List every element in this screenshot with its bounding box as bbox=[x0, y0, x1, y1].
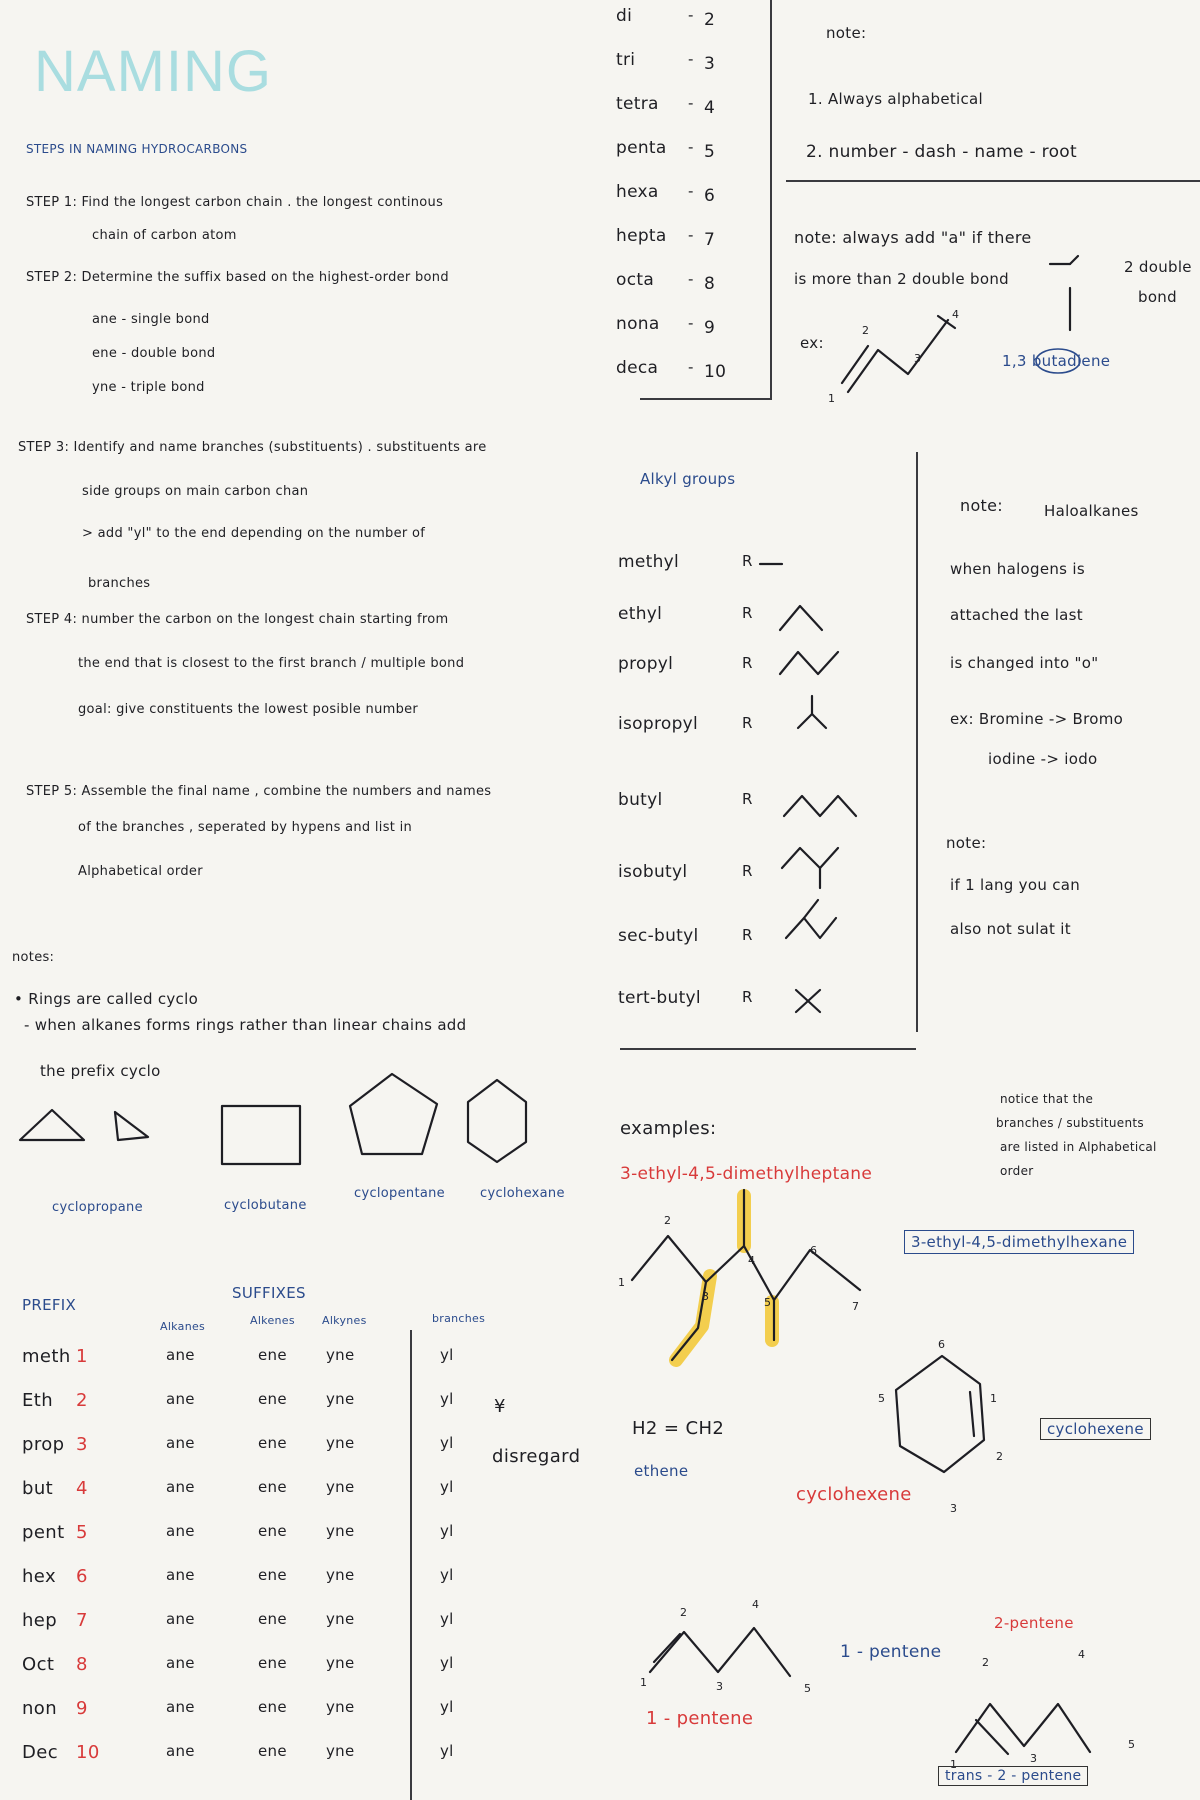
butadiene-num-4: 4 bbox=[952, 308, 960, 321]
note-a-2: is more than 2 double bond bbox=[794, 270, 1009, 288]
example-note-1: notice that the bbox=[1000, 1092, 1094, 1106]
alkyne-suffix: yne bbox=[326, 1522, 355, 1540]
prefix-number: 8 bbox=[76, 1654, 88, 1675]
cyclohexene-boxed: cyclohexene bbox=[1040, 1418, 1151, 1440]
alkyne-suffix: yne bbox=[326, 1654, 355, 1672]
alkane-suffix: ane bbox=[166, 1434, 195, 1452]
branch-suffix: yl bbox=[440, 1522, 454, 1540]
alkene-suffix: ene bbox=[258, 1610, 287, 1628]
pentene1-blue: 1 - pentene bbox=[840, 1642, 942, 1662]
ring-num-5: 5 bbox=[878, 1392, 886, 1405]
alkane-suffix: ane bbox=[166, 1654, 195, 1672]
ring-num-3: 3 bbox=[950, 1502, 958, 1515]
halo-line-1: when halogens is bbox=[950, 560, 1085, 578]
multiplier-number: 7 bbox=[704, 230, 716, 250]
branch-suffix: yl bbox=[440, 1698, 454, 1716]
prefix-number: 1 bbox=[76, 1346, 88, 1367]
alkyl-name: sec-butyl bbox=[618, 926, 699, 946]
disregard-label: disregard bbox=[492, 1446, 581, 1467]
alkyl-r-label: R bbox=[742, 988, 753, 1006]
multiplier-number: 9 bbox=[704, 318, 716, 338]
note-a-side: 2 double bbox=[1124, 258, 1192, 276]
multiplier-dash: - bbox=[688, 226, 694, 244]
p2-num-4: 4 bbox=[1078, 1648, 1086, 1661]
multiplier-number: 2 bbox=[704, 10, 716, 30]
prefix-cell: Eth bbox=[22, 1390, 54, 1411]
heptane-num-2: 2 bbox=[664, 1214, 672, 1227]
multiplier-word: hexa bbox=[616, 182, 659, 202]
prefix-number: 10 bbox=[76, 1742, 100, 1763]
note-top-2: 2. number - dash - name - root bbox=[806, 142, 1077, 162]
bond-ene: ene - double bond bbox=[92, 346, 216, 361]
p1-num-2: 2 bbox=[680, 1606, 688, 1619]
note-a-1: note: always add "a" if there bbox=[794, 228, 1032, 247]
multiplier-dash: - bbox=[688, 358, 694, 376]
multiplier-number: 4 bbox=[704, 98, 716, 118]
step-5: STEP 5: Assemble the final name , combine the numbers and names bbox=[26, 784, 492, 799]
alkene-suffix: ene bbox=[258, 1698, 287, 1716]
branch-suffix: yl bbox=[440, 1346, 454, 1364]
prefix-number: 3 bbox=[76, 1434, 88, 1455]
ring-num-6: 6 bbox=[938, 1338, 946, 1351]
butadiene-num-1: 1 bbox=[828, 392, 836, 405]
branch-suffix: yl bbox=[440, 1566, 454, 1584]
suffix-heading: SUFFIXES bbox=[232, 1284, 306, 1302]
note-top-label: note: bbox=[826, 24, 867, 42]
alkene-suffix: ene bbox=[258, 1434, 287, 1452]
ring-num-2: 2 bbox=[996, 1450, 1004, 1463]
note-a-name: 1,3 butadiene bbox=[1002, 352, 1111, 370]
alkyne-suffix: yne bbox=[326, 1698, 355, 1716]
alkene-suffix: ene bbox=[258, 1742, 287, 1760]
alkane-suffix: ane bbox=[166, 1698, 195, 1716]
multiplier-dash: - bbox=[688, 182, 694, 200]
cyclohexene-red: cyclohexene bbox=[796, 1484, 912, 1505]
alkyl-r-label: R bbox=[742, 654, 753, 672]
alkane-suffix: ane bbox=[166, 1566, 195, 1584]
pentene2-boxed: trans - 2 - pentene bbox=[938, 1766, 1088, 1786]
alkane-suffix: ane bbox=[166, 1522, 195, 1540]
prefix-heading: PREFIX bbox=[22, 1296, 77, 1314]
step-3-branches: branches bbox=[88, 576, 151, 591]
alkene-suffix: ene bbox=[258, 1346, 287, 1364]
alkene-suffix: ene bbox=[258, 1522, 287, 1540]
alkyl-name: methyl bbox=[618, 552, 680, 572]
multiplier-number: 6 bbox=[704, 186, 716, 206]
col-alkanes: Alkanes bbox=[160, 1320, 206, 1333]
col-alkenes: Alkenes bbox=[250, 1314, 295, 1327]
prefix-cell: hep bbox=[22, 1610, 58, 1631]
alkyl-r-label: R bbox=[742, 552, 753, 570]
multiplier-dash: - bbox=[688, 314, 694, 332]
branch-suffix: yl bbox=[440, 1478, 454, 1496]
butadiene-num-3: 3 bbox=[914, 352, 922, 365]
multiplier-dash: - bbox=[688, 50, 694, 68]
alkyne-suffix: yne bbox=[326, 1610, 355, 1628]
p2-num-1: 1 bbox=[950, 1758, 958, 1771]
prefix-cell: meth bbox=[22, 1346, 71, 1367]
multiplier-number: 3 bbox=[704, 54, 716, 74]
alkene-suffix: ene bbox=[258, 1478, 287, 1496]
branch-suffix: yl bbox=[440, 1390, 454, 1408]
heptane-num-4: 4 bbox=[748, 1254, 756, 1267]
step-3-cont: side groups on main carbon chan bbox=[82, 484, 309, 499]
cyclohexane-label: cyclohexane bbox=[480, 1186, 565, 1201]
example-red-name: 3-ethyl-4,5-dimethylheptane bbox=[620, 1164, 873, 1184]
multiplier-word: nona bbox=[616, 314, 660, 334]
halo-line-5: iodine -> iodo bbox=[988, 750, 1098, 768]
step-5-cont: of the branches , seperated by hypens and list in bbox=[78, 820, 413, 835]
butadiene-num-2: 2 bbox=[862, 324, 870, 337]
prefix-cell: prop bbox=[22, 1434, 65, 1455]
alkane-suffix: ane bbox=[166, 1346, 195, 1364]
alkane-suffix: ane bbox=[166, 1478, 195, 1496]
step-1: STEP 1: Find the longest carbon chain . the longest continous bbox=[26, 195, 444, 210]
heptane-num-5: 5 bbox=[764, 1296, 772, 1309]
prefix-cell: non bbox=[22, 1698, 58, 1719]
note-a-side2: bond bbox=[1138, 288, 1177, 306]
page-title: NAMING bbox=[34, 39, 272, 104]
branch-suffix: yl bbox=[440, 1654, 454, 1672]
p2-num-2: 2 bbox=[982, 1656, 990, 1669]
halo-line-4: ex: Bromine -> Bromo bbox=[950, 710, 1124, 728]
halo-line-3: is changed into "o" bbox=[950, 654, 1099, 672]
note-lang-label: note: bbox=[946, 834, 987, 852]
alkyl-name: propyl bbox=[618, 654, 674, 674]
steps-heading: STEPS IN NAMING HYDROCARBONS bbox=[26, 142, 248, 156]
ethene-formula: H2 = CH2 bbox=[632, 1418, 725, 1439]
step-4: STEP 4: number the carbon on the longest chain starting from bbox=[26, 612, 449, 627]
p1-num-5: 5 bbox=[804, 1682, 812, 1695]
bond-ane: ane - single bond bbox=[92, 312, 210, 327]
multiplier-number: 8 bbox=[704, 274, 716, 294]
multiplier-dash: - bbox=[688, 270, 694, 288]
p2-num-5: 5 bbox=[1128, 1738, 1136, 1751]
halo-note: note: bbox=[960, 496, 1003, 515]
alkyne-suffix: yne bbox=[326, 1390, 355, 1408]
prefix-number: 2 bbox=[76, 1390, 88, 1411]
multiplier-dash: - bbox=[688, 138, 694, 156]
alkyl-r-label: R bbox=[742, 604, 753, 622]
alkene-suffix: ene bbox=[258, 1390, 287, 1408]
cyclobutane-label: cyclobutane bbox=[224, 1198, 307, 1213]
alkane-suffix: ane bbox=[166, 1390, 195, 1408]
alkane-suffix: ane bbox=[166, 1610, 195, 1628]
step-4-cont: the end that is closest to the first branch / multiple bond bbox=[78, 656, 465, 671]
alkyne-suffix: yne bbox=[326, 1478, 355, 1496]
multiplier-dash: - bbox=[688, 94, 694, 112]
alkyl-r-label: R bbox=[742, 790, 753, 808]
example-note-2: branches / substituents bbox=[996, 1116, 1144, 1130]
example-boxed-name: 3-ethyl-4,5-dimethylhexane bbox=[904, 1230, 1134, 1254]
alkyl-name: isobutyl bbox=[618, 862, 688, 882]
step-5-alpha: Alphabetical order bbox=[78, 864, 203, 879]
alkyl-r-label: R bbox=[742, 862, 753, 880]
halo-line-2: attached the last bbox=[950, 606, 1083, 624]
multiplier-word: hepta bbox=[616, 226, 667, 246]
multiplier-word: tetra bbox=[616, 94, 659, 114]
prefix-cell: but bbox=[22, 1478, 54, 1499]
alkyl-name: isopropyl bbox=[618, 714, 699, 734]
col-alkynes: Alkynes bbox=[322, 1314, 367, 1327]
alkyl-r-label: R bbox=[742, 926, 753, 944]
disregard-mark: ¥ bbox=[494, 1396, 506, 1417]
step-1-cont: chain of carbon atom bbox=[92, 228, 237, 243]
p1-num-3: 3 bbox=[716, 1680, 724, 1693]
step-3: STEP 3: Identify and name branches (substituents) . substituents are bbox=[18, 440, 487, 455]
multiplier-word: deca bbox=[616, 358, 659, 378]
col-branches: branches bbox=[432, 1312, 486, 1325]
step-4-goal: goal: give constituents the lowest posible number bbox=[78, 702, 419, 717]
prefix-number: 4 bbox=[76, 1478, 88, 1499]
multiplier-number: 5 bbox=[704, 142, 716, 162]
cyclopropane-label: cyclopropane bbox=[52, 1200, 143, 1215]
step-2: STEP 2: Determine the suffix based on the highest-order bond bbox=[26, 270, 449, 285]
multiplier-number: 10 bbox=[704, 362, 727, 382]
heptane-num-3: 3 bbox=[702, 1290, 710, 1303]
alkyl-name: ethyl bbox=[618, 604, 663, 624]
cyclopentane-label: cyclopentane bbox=[354, 1186, 445, 1201]
ethene-name: ethene bbox=[634, 1462, 689, 1480]
p1-num-1: 1 bbox=[640, 1676, 648, 1689]
multiplier-word: tri bbox=[616, 50, 636, 70]
branch-suffix: yl bbox=[440, 1610, 454, 1628]
note-lang-2: also not sulat it bbox=[950, 920, 1071, 938]
step-3-yl: > add "yl" to the end depending on the number of bbox=[82, 526, 426, 541]
alkane-suffix: ane bbox=[166, 1742, 195, 1760]
alkyne-suffix: yne bbox=[326, 1434, 355, 1452]
heptane-num-1: 1 bbox=[618, 1276, 626, 1289]
prefix-cell: hex bbox=[22, 1566, 57, 1587]
multiplier-word: di bbox=[616, 6, 633, 26]
prefix-cell: Oct bbox=[22, 1654, 55, 1675]
prefix-cell: Dec bbox=[22, 1742, 59, 1763]
prefix-number: 7 bbox=[76, 1610, 88, 1631]
heptane-num-6: 6 bbox=[810, 1244, 818, 1257]
notes-rings-2: - when alkanes forms rings rather than linear chains add bbox=[24, 1016, 467, 1034]
example-note-4: order bbox=[1000, 1164, 1034, 1178]
note-lang-1: if 1 lang you can bbox=[950, 876, 1081, 894]
prefix-number: 6 bbox=[76, 1566, 88, 1587]
alkyl-name: butyl bbox=[618, 790, 663, 810]
notes-rings-3: the prefix cyclo bbox=[40, 1062, 161, 1080]
branch-suffix: yl bbox=[440, 1742, 454, 1760]
examples-label: examples: bbox=[620, 1118, 717, 1139]
bond-yne: yne - triple bond bbox=[92, 380, 205, 395]
p2-num-3: 3 bbox=[1030, 1752, 1038, 1765]
ring-num-1: 1 bbox=[990, 1392, 998, 1405]
multiplier-word: penta bbox=[616, 138, 667, 158]
alkyne-suffix: yne bbox=[326, 1346, 355, 1364]
alkyl-heading: Alkyl groups bbox=[640, 470, 736, 488]
notes-rings-1: • Rings are called cyclo bbox=[14, 990, 199, 1008]
alkene-suffix: ene bbox=[258, 1654, 287, 1672]
alkyl-r-label: R bbox=[742, 714, 753, 732]
alkyne-suffix: yne bbox=[326, 1566, 355, 1584]
heptane-num-7: 7 bbox=[852, 1300, 860, 1313]
p1-num-4: 4 bbox=[752, 1598, 760, 1611]
multiplier-word: octa bbox=[616, 270, 655, 290]
note-top-1: 1. Always alphabetical bbox=[808, 90, 984, 108]
prefix-number: 9 bbox=[76, 1698, 88, 1719]
note-a-ex: ex: bbox=[800, 334, 824, 352]
pentene1-red: 1 - pentene bbox=[646, 1708, 754, 1729]
example-note-3: are listed in Alphabetical bbox=[1000, 1140, 1157, 1154]
alkyne-suffix: yne bbox=[326, 1742, 355, 1760]
alkene-suffix: ene bbox=[258, 1566, 287, 1584]
multiplier-dash: - bbox=[688, 6, 694, 24]
pentene2-red: 2-pentene bbox=[994, 1614, 1074, 1632]
alkyl-name: tert-butyl bbox=[618, 988, 701, 1008]
prefix-cell: pent bbox=[22, 1522, 65, 1543]
branch-suffix: yl bbox=[440, 1434, 454, 1452]
halo-title: Haloalkanes bbox=[1044, 502, 1139, 520]
prefix-number: 5 bbox=[76, 1522, 88, 1543]
notes-label: notes: bbox=[12, 950, 55, 965]
